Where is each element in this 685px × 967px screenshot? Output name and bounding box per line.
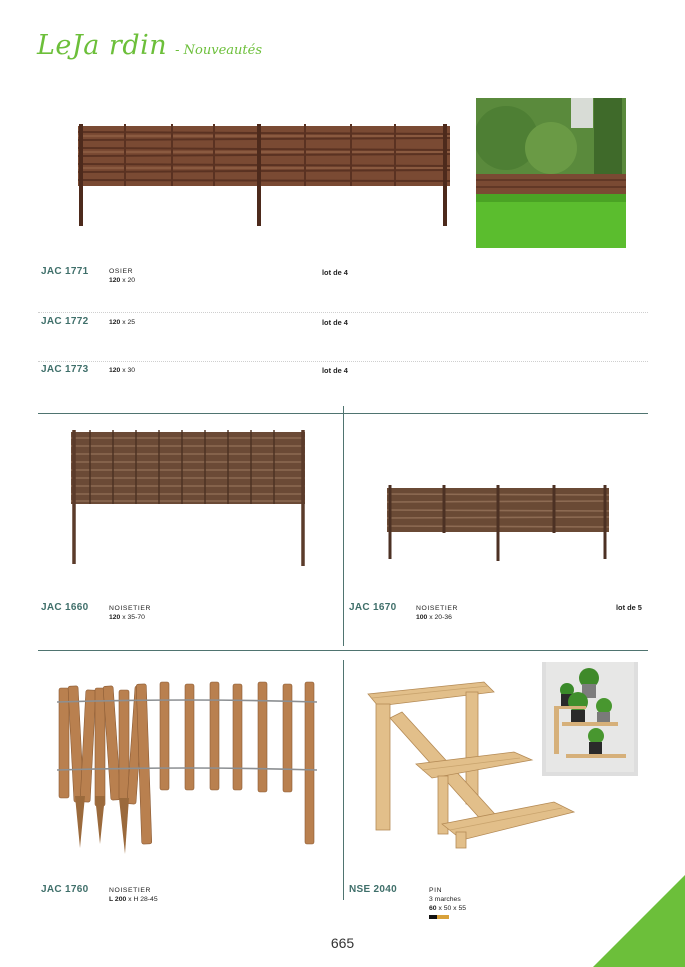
product-dimension-bold: L 200 — [109, 896, 127, 903]
product-dimension-bold: 120 — [109, 367, 121, 374]
brand-header — [37, 30, 262, 61]
product-lot: lot de 5 — [616, 603, 642, 612]
product-description — [429, 886, 466, 913]
product-dimension: x H 28-45 — [126, 896, 158, 903]
section-divider — [38, 650, 648, 651]
product-description — [109, 318, 135, 327]
product-code: JAC 1660 — [41, 602, 89, 613]
product-extra-info: 3 marches — [429, 896, 461, 903]
column-divider — [343, 406, 344, 646]
pine-color-swatch-icon — [429, 914, 449, 920]
product-description — [416, 604, 458, 622]
column-divider — [343, 660, 344, 900]
product-code: NSE 2040 — [349, 884, 397, 895]
hazel-fence-low-image — [384, 483, 612, 565]
product-dimension: x 35-70 — [120, 614, 145, 621]
product-dimension: x 20 — [120, 277, 136, 284]
page-number: 665 — [330, 935, 355, 951]
product-dimension-bold: 120 — [109, 319, 121, 326]
product-dimension-bold: 120 — [109, 277, 121, 284]
product-material: NOISETIER — [109, 887, 152, 894]
product-dimension-bold: 100 — [416, 614, 428, 621]
product-material: PIN — [429, 887, 443, 894]
product-dimension: x 25 — [120, 319, 136, 326]
product-dimension: x 20-36 — [427, 614, 452, 621]
product-description — [109, 267, 135, 285]
product-dimension-bold: 60 — [429, 905, 437, 912]
brand-logo-text: LeJa rdin — [37, 30, 168, 61]
product-lot: lot de 4 — [322, 268, 348, 277]
product-description — [109, 886, 158, 904]
product-description — [109, 604, 151, 622]
plant-stand-photo-image — [542, 662, 638, 776]
product-material: OSIER — [109, 268, 134, 275]
picket-fence-image — [55, 678, 325, 856]
row-divider — [38, 361, 648, 362]
product-code: JAC 1772 — [41, 316, 89, 327]
product-code: JAC 1773 — [41, 364, 89, 375]
brand-subtitle: - Nouveautés — [175, 43, 262, 58]
product-dimension-bold: 120 — [109, 614, 121, 621]
corner-accent — [593, 875, 685, 967]
product-description — [109, 366, 135, 375]
wicker-fence-osier-image — [75, 118, 455, 233]
product-code: JAC 1760 — [41, 884, 89, 895]
garden-photo-image — [476, 98, 626, 248]
product-material: NOISETIER — [109, 605, 152, 612]
product-code: JAC 1670 — [349, 602, 397, 613]
product-lot: lot de 4 — [322, 318, 348, 327]
product-code: JAC 1771 — [41, 266, 89, 277]
hazel-fence-tall-image — [68, 428, 310, 570]
product-material: NOISETIER — [416, 605, 459, 612]
product-dimension: x 50 x 55 — [436, 905, 467, 912]
product-lot: lot de 4 — [322, 366, 348, 375]
row-divider — [38, 312, 648, 313]
product-dimension: x 30 — [120, 367, 136, 374]
